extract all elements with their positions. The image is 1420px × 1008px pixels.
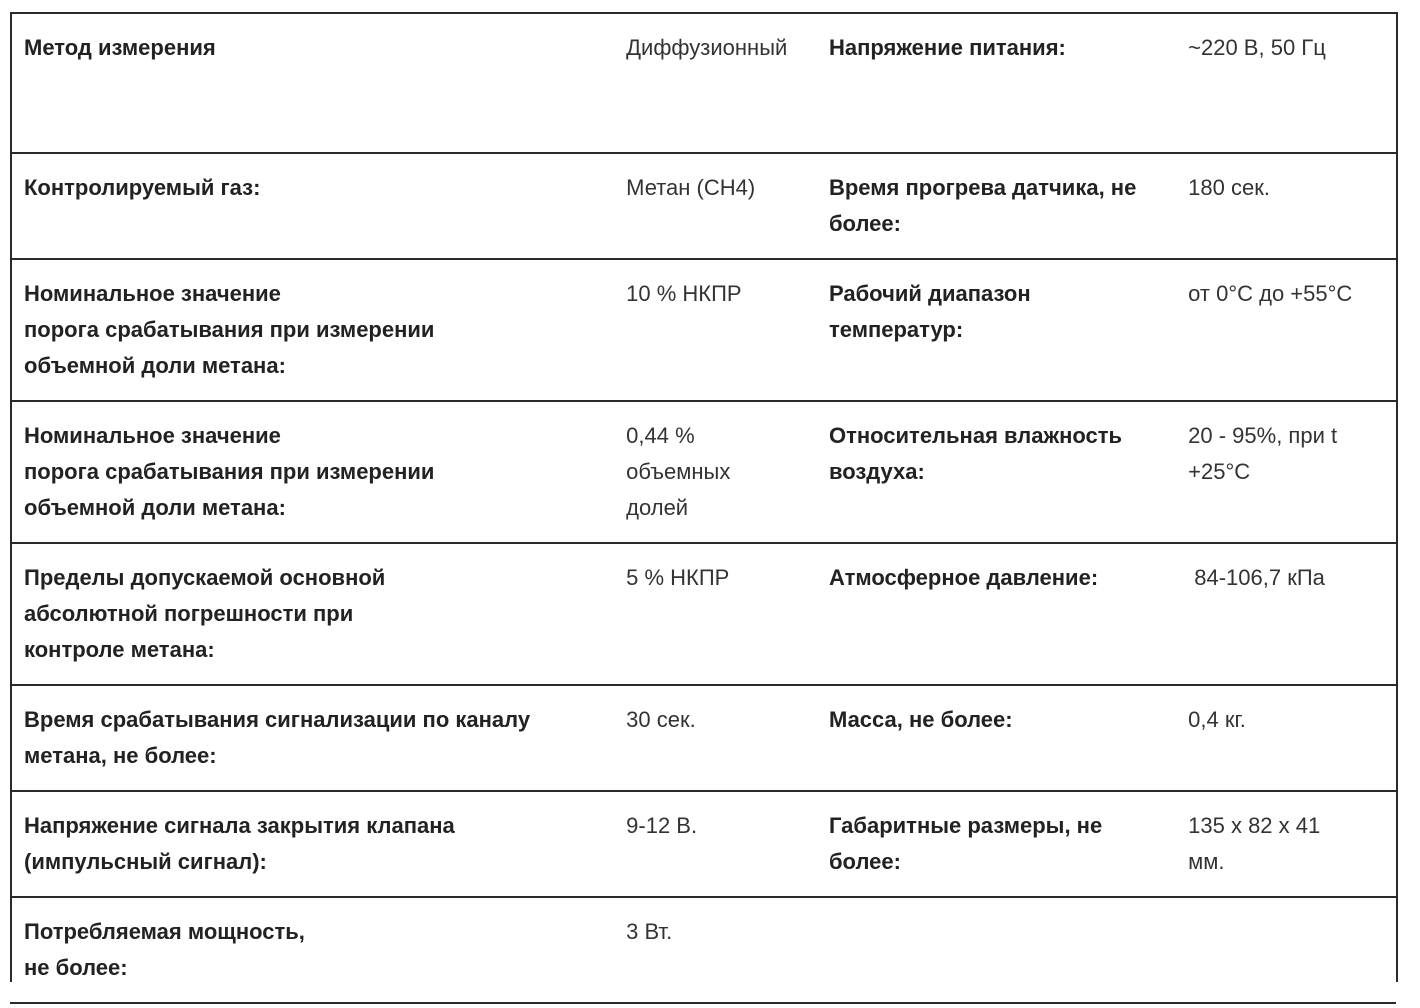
- spec-label: [10, 13, 612, 153]
- spec-row-power-consumption: [10, 897, 1396, 1003]
- spec-value-line: 180 сек.: [1188, 175, 1270, 200]
- spec-value-line: 9-12 В.: [626, 813, 698, 838]
- spec-value: [1174, 685, 1396, 791]
- spec-value: [1174, 259, 1396, 401]
- spec-label-line: Атмосферное давление:: [828, 565, 1099, 590]
- spec-label: [10, 259, 612, 401]
- spec-label-line: более:: [828, 849, 901, 874]
- spec-value-line: объемных: [626, 459, 731, 484]
- spec-row-valve-voltage: [10, 791, 1396, 897]
- spec-label-line: Габаритные размеры, не: [828, 813, 1103, 838]
- spec-label: [10, 791, 612, 897]
- spec-row-threshold-nkpr: [10, 259, 1396, 401]
- spec-value-line: Диффузионный: [626, 35, 788, 60]
- spec-label-line: Напряжение сигнала закрытия клапана: [24, 813, 455, 838]
- spec-value: [1174, 543, 1396, 685]
- spec-label: [10, 543, 612, 685]
- spec-label-line: объемной доли метана:: [24, 495, 286, 520]
- spec-value-line: долей: [626, 495, 689, 520]
- spec-label-line: Пределы допускаемой основной: [24, 565, 386, 590]
- spec-row-alarm-time: [10, 685, 1396, 791]
- spec-label-line: более:: [828, 211, 901, 236]
- spec-label-line: Контролируемый газ:: [24, 175, 261, 200]
- spec-value-line: 5 % НКПР: [626, 565, 730, 590]
- spec-value: [612, 13, 815, 153]
- spec-value-line: +25°C: [1188, 459, 1251, 484]
- specifications-table: [10, 12, 1396, 1004]
- spec-label-line: не более:: [24, 955, 128, 980]
- spec-value-line: 10 % НКПР: [626, 281, 742, 306]
- spec-label: [815, 259, 1174, 401]
- spec-value-line: 3 Вт.: [626, 919, 673, 944]
- spec-label-line: Относительная влажность: [828, 423, 1123, 448]
- spec-label-line: Номинальное значение: [24, 281, 281, 306]
- spec-value: [612, 259, 815, 401]
- spec-row-error-limits: [10, 543, 1396, 685]
- spec-label-line: Напряжение питания:: [828, 35, 1066, 60]
- spec-label-line: (импульсный сигнал):: [24, 849, 267, 874]
- spec-row-controlled-gas: [10, 153, 1396, 259]
- spec-value-line: 135 х 82 х 41: [1188, 813, 1321, 838]
- spec-label-line: абсолютной погрешности при: [24, 601, 354, 626]
- spec-row-threshold-volume: [10, 401, 1396, 543]
- spec-label-line: порога срабатывания при измерении: [24, 459, 435, 484]
- spec-value: [612, 153, 815, 259]
- spec-label: [815, 153, 1174, 259]
- spec-label: [815, 685, 1174, 791]
- spec-value: [612, 685, 815, 791]
- spec-label: [10, 153, 612, 259]
- spec-value-line: 20 - 95%, при t: [1188, 423, 1338, 448]
- spec-label-line: Потребляемая мощность,: [24, 919, 305, 944]
- spec-value-line: ~220 В, 50 Гц: [1188, 35, 1326, 60]
- spec-label-line: Номинальное значение: [24, 423, 281, 448]
- spec-value: [1174, 791, 1396, 897]
- spec-value: [1174, 153, 1396, 259]
- spec-value: [612, 791, 815, 897]
- spec-value-line: Метан (CH4): [626, 175, 756, 200]
- spec-value-line: 30 сек.: [626, 707, 696, 732]
- spec-label-line: метана, не более:: [24, 743, 217, 768]
- spec-value-line: мм.: [1188, 849, 1225, 874]
- spec-label-line: Время срабатывания сигнализации по каналу: [24, 707, 531, 732]
- spec-label-line: Метод измерения: [24, 35, 216, 60]
- spec-label: [10, 401, 612, 543]
- spec-label-line: порога срабатывания при измерении: [24, 317, 435, 342]
- spec-label-line: Рабочий диапазон: [828, 281, 1031, 306]
- spec-value: [612, 401, 815, 543]
- spec-value-line: 84-106,7 кПа: [1188, 565, 1325, 590]
- spec-value: [1174, 13, 1396, 153]
- spec-label-empty: [815, 897, 1174, 1003]
- spec-label-line: Масса, не более:: [828, 707, 1013, 732]
- spec-label-line: Время прогрева датчика, не: [828, 175, 1137, 200]
- spec-label: [815, 543, 1174, 685]
- spec-value-line: 0,4 кг.: [1188, 707, 1246, 732]
- spec-label: [815, 13, 1174, 153]
- spec-label: [815, 401, 1174, 543]
- spec-value: [612, 543, 815, 685]
- spec-value-empty: [1174, 897, 1396, 1003]
- spec-label: [10, 685, 612, 791]
- spec-label-line: температур:: [828, 317, 964, 342]
- spec-label: [815, 791, 1174, 897]
- spec-value: [1174, 401, 1396, 543]
- spec-value-line: 0,44 %: [626, 423, 695, 448]
- spec-value-line: от 0°C до +55°C: [1188, 281, 1353, 306]
- spec-row-measurement-method: [10, 13, 1396, 153]
- spec-label-line: контроле метана:: [24, 637, 215, 662]
- spec-value: [612, 897, 815, 1003]
- spec-label-line: объемной доли метана:: [24, 353, 286, 378]
- spec-label: [10, 897, 612, 1003]
- spec-label-line: воздуха:: [828, 459, 925, 484]
